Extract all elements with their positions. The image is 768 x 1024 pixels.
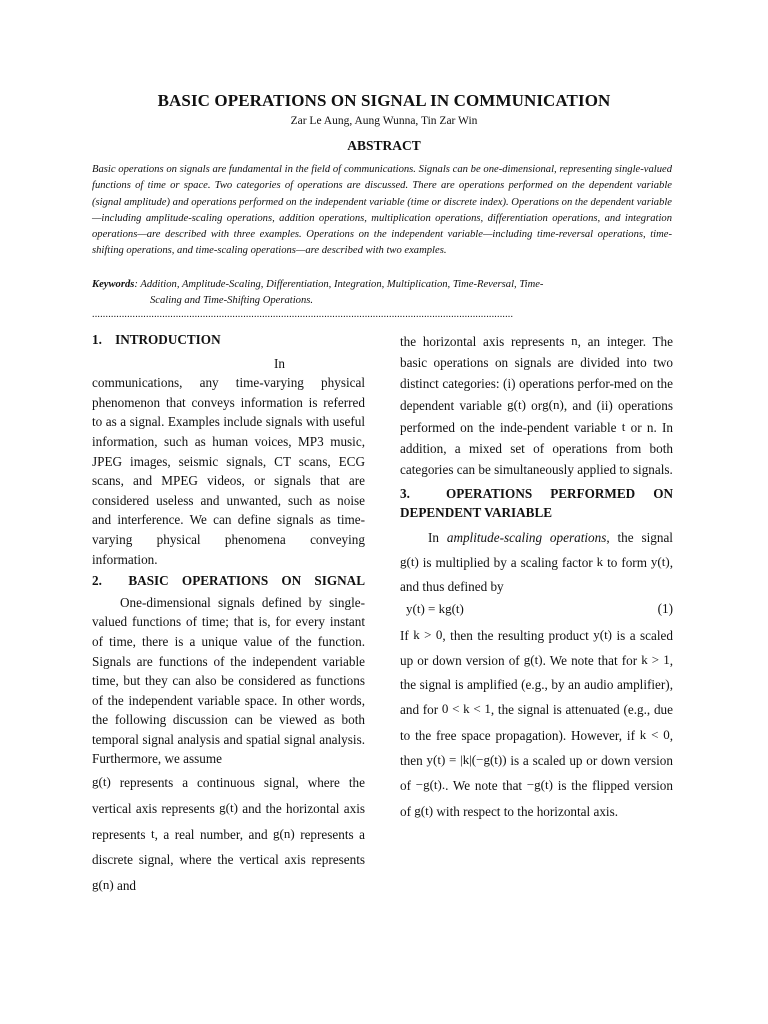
keywords [92,277,672,310]
paper-authors: Zar Le Aung, Aung Wunna, Tin Zar Win [290,115,478,127]
math-g-t: g(t) [92,774,111,790]
math-neg-g: −g(t) [526,777,553,793]
section-3-paragraph-2 [400,623,673,824]
right-paragraph-1 [400,330,673,480]
math-g-n: g(n) [542,397,564,412]
right-column [400,330,673,824]
text-run: is multiplied by a scaling factor [418,555,597,570]
text-run: represents a discrete signal, where the vertical axis represents [92,827,365,868]
math-k-gt-0: k > 0 [413,626,443,642]
italic-term: amplitude-scaling operations [446,530,607,545]
math-g-t: g(t) [400,554,419,569]
keywords-line1: : Addition, Amplitude-Scaling, Differentiation, Integration, Multiplication, Time-Reversal, Time- [134,279,544,290]
text-run: , then the resulting product [442,627,594,643]
math-neg-g-dot: −g(t). [415,777,446,793]
paper-title: BASIC OPERATIONS ON SIGNAL IN COMMUNICATION [157,91,611,110]
text-run: is the flipped version of [400,778,673,819]
math-k-lt-0: k < 0 [639,726,670,742]
text-run: the horizontal axis represents [400,334,572,349]
text-run: to form [603,555,651,570]
math-t: t [150,826,155,842]
text-run: , the signal [606,530,673,545]
math-t: t [621,419,626,434]
text-run: and the horizontal axis represents [92,801,366,843]
section-2-paragraph-cont [92,769,365,898]
left-column [92,330,365,898]
text-run: , the signal is attenuated (e.g., due to the free space propagation). However, if [400,702,673,743]
math-g-t: g(t) [219,800,238,816]
math-g-t: g(t) [414,802,434,818]
text-run: , and (ii) operations performed on the inde-pendent variable [400,398,673,435]
math-y-t: y(t) [593,626,613,642]
section-2-paragraph: One-dimensional signals defined by single-valued functions of time; that is, for every instant of time, there is a unique value of the function. Signals are functions of the independent variable time, but they can also be considered as functions of the independent variable space. In other words, the following discussion can be viewed as both temporal signal analysis and spatial signal analysis. Furthermore, we assume [92,594,365,767]
keywords-label: Keywords [92,279,135,290]
section-2-heading: 2. BASIC OPERATIONS ON SIGNAL [92,573,365,589]
text-run: is a scaled up or down version of [400,627,673,668]
text-run: In [428,530,447,545]
math-g-t: g(t) [507,397,526,412]
section-1-paragraph: In communications, any time-varying physical phenomenon that conveys information is referred to as a signal. Examples include signals with useful information, such as human voices, MP3 music, JPEG images, seismic signals, CT scans, ECG scans, and MPEG videos, or signals that are considered useless and unwanted, such as noise and interference. We can define signals as time-varying physical phenomena conveying information. [92,355,365,567]
math-k: k [596,554,604,569]
section-separator: ............................................................................................................................................................ [92,310,514,320]
keywords-line2: Scaling and Time-Shifting Operations. [150,295,314,307]
math-n: n [571,333,578,348]
section-1-heading: 1. INTRODUCTION [92,332,221,347]
math-k-range: 0 < k < 1 [441,701,491,717]
text-run: or n. In addition, a mixed set of operations from both categories can be simultaneously applied to signals. [400,420,673,477]
text-run: . We note that for [542,652,642,668]
text-run: , and thus defined by [400,555,673,594]
text-run: , the signal is amplified (e.g., by an audio amplifier), and for [400,652,673,718]
text-run: , then [400,727,673,769]
text-run: represents a continuous signal, where the vertical axis represents [92,775,365,817]
math-g-n: g(n) [92,877,114,893]
math-y-t: y(t) [650,554,670,569]
math-y-abs: y(t) = |k|(−g(t)) [426,752,507,768]
math-g-n: g(n) [273,826,295,842]
text-run: or [525,398,543,413]
text-run: If [400,627,414,643]
math-k-gt-1: k > 1 [641,651,670,667]
text-run: , a real number, and [154,827,274,843]
section-3-heading: 3. OPERATIONS PERFORMED ON DEPENDENT VARIABLE [400,486,673,520]
equation-1-body: y(t) = kg(t) [406,601,464,616]
abstract-text: Basic operations on signals are fundamental in the field of communications. Signals can be one-dimensional, representing single-valued functions of time or space. Two categories of operations are discussed. There are operations performed on the dependent variable (signal amplitude) and operations performed on the independent variable (time or discrete index). Operations on the dependent variable—including amplitude-scaling operations, addition operations, multiplication operations, differentiation operations, and integration operations—are described with three examples. Operations on the independent variable—including time-reversal operations, time-shifting operations, and time-scaling operations—are described with two examples. [92,164,672,257]
equation-1 [400,599,673,619]
text-run: and [113,878,137,894]
equation-1-number: (1) [657,601,673,616]
text-run: . We note that [445,778,527,794]
section-3-paragraph-1 [400,526,673,599]
math-g-t: g(t) [523,651,543,667]
text-run: , an integer. The basic operations on signals are divided into two distinct categories: (i) operations perfor-med on the dependent variable [400,334,673,413]
abstract-heading: ABSTRACT [347,138,421,153]
text-run: with respect to the horizontal axis. [433,803,619,819]
text-run: is a scaled up or down version of [400,753,673,794]
